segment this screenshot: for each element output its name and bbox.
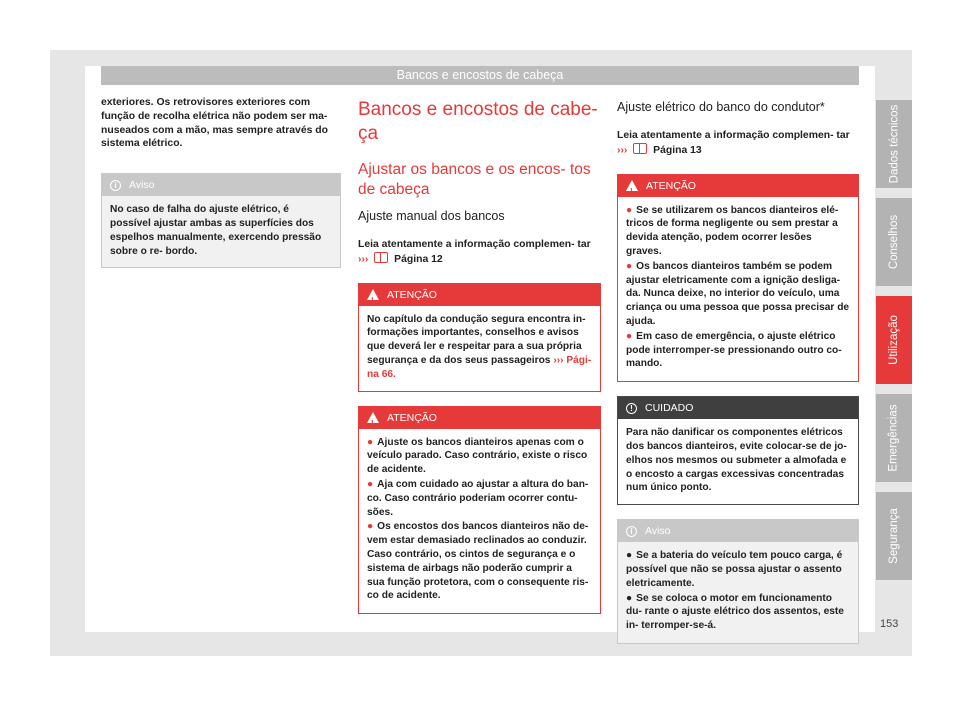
subsection-title: Ajuste elétrico do banco do condutor*	[617, 100, 825, 114]
info-icon: i	[110, 180, 121, 191]
alert-icon: !	[626, 403, 637, 414]
atencao-header-1	[359, 284, 600, 306]
page-link[interactable]: Pági- na 66.	[367, 354, 592, 380]
bullet-icon: ●	[626, 260, 633, 272]
bullet-icon: ●	[626, 592, 633, 604]
atencao-label-2: ATENÇÃO	[387, 411, 437, 424]
aviso-box	[101, 173, 341, 268]
list-item: ● Aja com cuidado ao ajustar a altura do ban- co. Caso contrário poderiam ocorrer contu- sões.	[367, 478, 589, 518]
column-middle	[358, 98, 601, 614]
list-item: ● Em caso de emergência, o ajuste elétrico pode interromper-se pressionando outro co- mando.	[626, 330, 842, 370]
info-icon: i	[626, 526, 637, 537]
atencao-box-2	[358, 406, 601, 615]
bullet-icon: ●	[367, 478, 374, 490]
atencao-body-1: No capítulo da condução segura encontra in- formações importantes, conselhos e avisos que deverá ler e respeitar para a sua própria segurança e da dos seus passageiros	[367, 313, 586, 366]
atencao-header-2	[359, 407, 600, 429]
atencao-list-3	[618, 197, 858, 382]
atencao-box-1	[358, 283, 601, 392]
read-more	[358, 238, 601, 267]
subsection-title: Ajuste manual dos bancos	[358, 209, 505, 223]
page-header: Bancos e encostos de cabeça	[101, 66, 859, 85]
column-right	[617, 99, 859, 644]
page-link[interactable]: Página 13	[653, 144, 702, 156]
page-link[interactable]: Página 12	[394, 253, 443, 265]
cuidado-box	[617, 396, 859, 505]
bullet-icon: ●	[626, 204, 633, 216]
list-item: ● Os encostos dos bancos dianteiros não de- vem estar demasiado reclinados ao conduzir. Caso contrário, os cintos de segurança e o sistema de airbags não poderão cumprir a sua função protetora, com o consequente ris- co de acidente.	[367, 521, 589, 602]
aviso-text: No caso de falha do ajuste elétrico, é possível ajustar ambas as superfícies dos espelhos manualmente, exercendo pressão sobre o re- bordo.	[110, 204, 322, 257]
bullet-icon: ●	[367, 521, 374, 533]
atencao-label-1: ATENÇÃO	[387, 288, 437, 301]
read-more	[617, 129, 859, 158]
aviso-label: Aviso	[129, 179, 155, 192]
arrow-icon: ›››	[617, 144, 628, 156]
chapter-tabs	[876, 100, 912, 590]
bullet-icon: ●	[367, 436, 374, 448]
tab-utilizacao[interactable]: Utilização	[876, 296, 912, 384]
warning-icon	[626, 180, 638, 191]
read-more-text: Leia atentamente a informação complemen- tar	[617, 130, 850, 141]
bullet-icon: ●	[626, 330, 633, 342]
book-icon	[633, 143, 647, 154]
column-left	[101, 96, 341, 268]
aviso-header	[102, 174, 340, 196]
page-number: 153	[880, 618, 899, 630]
aviso-header-2	[618, 520, 858, 542]
aviso-label-2: Aviso	[645, 525, 671, 538]
atencao-text-1	[359, 306, 600, 391]
tab-emergencias[interactable]: Emergências	[876, 394, 912, 482]
list-item: ● Se se utilizarem os bancos dianteiros elé- tricos de forma negligente ou sem prestar a devida atenção, podem ocorrer lesões graves.	[626, 204, 839, 257]
chapter-title: Bancos e encostos de cabe- ça	[358, 99, 598, 144]
list-item: ● Se se coloca o motor em funcionamento du- rante o ajuste elétrico dos assentos, este in- terromper-se-á.	[626, 592, 844, 632]
tab-dados-tecnicos[interactable]: Dados técnicos	[876, 100, 912, 188]
intro-paragraph: exteriores. Os retrovisores exteriores com função de recolha elétrica não podem ser ma- nuseados com a mão, mas sempre através do sistema elétrico.	[101, 97, 328, 150]
cuidado-header	[618, 397, 858, 419]
warning-icon	[367, 289, 379, 300]
section-title: Ajustar os bancos e os encos- tos de cabeça	[358, 161, 591, 198]
atencao-header-3	[618, 175, 858, 197]
warning-icon	[367, 412, 379, 423]
book-icon	[374, 252, 388, 263]
cuidado-label: CUIDADO	[645, 402, 694, 415]
tab-seguranca[interactable]: Segurança	[876, 492, 912, 580]
list-item: ● Ajuste os bancos dianteiros apenas com o veículo parado. Caso contrário, existe o risco de acidente.	[367, 436, 588, 476]
aviso-list	[618, 542, 858, 643]
list-item: ● Se a bateria do veículo tem pouco carga, é possível que não se possa ajustar o assento eletricamente.	[626, 550, 843, 589]
arrow-icon: ›››	[553, 354, 564, 366]
arrow-icon: ›››	[358, 253, 369, 265]
atencao-list-2	[359, 429, 600, 614]
bullet-icon: ●	[626, 550, 633, 562]
read-more-text: Leia atentamente a informação complemen- tar	[358, 239, 591, 250]
atencao-box-3	[617, 174, 859, 383]
list-item: ● Os bancos dianteiros também se podem ajustar eletricamente com a ignição desliga- da. Nunca deixe, no interior do veículo, uma criança ou uma pessoa que possa precisar de ajuda.	[626, 260, 850, 327]
atencao-label-3: ATENÇÃO	[646, 179, 696, 192]
tab-conselhos[interactable]: Conselhos	[876, 198, 912, 286]
aviso-box-2	[617, 519, 859, 644]
cuidado-text: Para não danificar os componentes elétricos dos bancos dianteiros, evite colocar-se de jo- elhos nos mesmos ou submeter a almofada e o encosto a cargas excessivas concentradas num único ponto.	[626, 427, 847, 494]
